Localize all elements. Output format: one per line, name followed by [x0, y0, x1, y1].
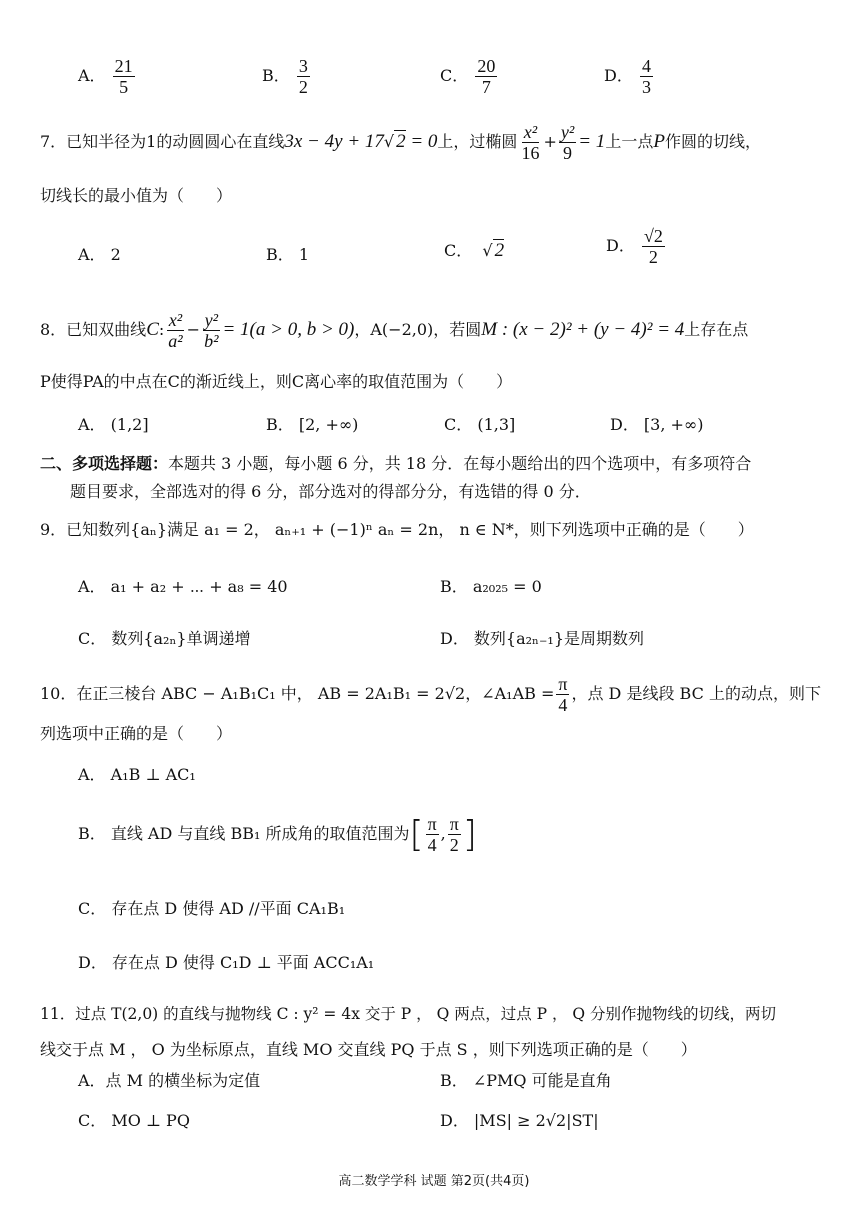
fraction: [166, 310, 184, 351]
curve-c: C: [146, 319, 159, 340]
fraction: [113, 56, 135, 97]
numerator: x²: [523, 122, 538, 142]
q11-stem-line1: 11．过点 T(2,0) 的直线与抛物线 C : y² = 4x 交于 P ， Q 两点，过点 P ， Q 分别作抛物线的切线，两切: [40, 1005, 777, 1023]
q9-option-c: C． 数列{a₂ₙ}单调递增: [78, 629, 251, 648]
numerator: 4: [641, 56, 651, 76]
q8-prefix: 8．已知双曲线: [40, 320, 147, 339]
q10-option-a: A． A₁B ⊥ AC₁: [78, 765, 196, 784]
q7-sqrt: 2: [396, 131, 406, 152]
denominator: 2: [298, 77, 308, 97]
q10-option-b-text: B． 直线 AD 与直线 BB₁ 所成角的取值范围为: [78, 824, 410, 843]
option-label: C．: [444, 241, 473, 260]
q7-ellipse-tail: = 1: [578, 131, 606, 152]
section2-line2: 题目要求，全部选对的得 6 分，部分选对的得部分分，有选错的得 0 分．: [70, 482, 591, 501]
q10-option-b: [78, 814, 477, 855]
plus-sign: +: [543, 132, 557, 151]
fraction: [640, 56, 653, 97]
q8-circle-equation: M : (x − 2)² + (y − 4)² = 4: [481, 319, 685, 340]
left-bracket: [: [409, 814, 424, 855]
q11-option-b: B． ∠PMQ 可能是直角: [440, 1071, 612, 1090]
numerator: x²: [168, 310, 183, 330]
q7-stem-line2: 切线长的最小值为（ ）: [40, 186, 233, 205]
numerator: π: [427, 814, 437, 834]
fraction: [559, 122, 576, 163]
q6-option-a: [78, 56, 137, 97]
q10-option-d: D． 存在点 D 使得 C₁D ⊥ 平面 ACC₁A₁: [78, 953, 375, 972]
q7-prefix: 7．已知半径为1的动圆圆心在直线: [40, 132, 285, 151]
section-title: 二、多项选择题：: [40, 454, 169, 473]
q11-option-c: C． MO ⊥ PQ: [78, 1111, 190, 1130]
numerator: 21: [114, 56, 133, 76]
comma: ,: [440, 824, 446, 843]
fraction: [519, 122, 541, 163]
q8-option-d: D． [3, +∞): [610, 415, 704, 434]
q9-option-a: A． a₁ + a₂ + ⋯ + a₈ = 40: [78, 577, 288, 596]
numerator: π: [449, 814, 459, 834]
denominator: b²: [204, 331, 219, 351]
denominator: 2: [648, 247, 658, 267]
q10-stem-line2: 列选项中正确的是（ ）: [40, 724, 233, 743]
numerator: y²: [560, 122, 575, 142]
right-bracket: ]: [462, 814, 477, 855]
q7-mid: 上，过椭圆: [437, 132, 518, 151]
section2-line1: [40, 454, 751, 474]
q6-option-d: [604, 56, 655, 97]
q7-line-equation: 3x − 4y + 17: [284, 131, 384, 152]
denominator: 3: [641, 77, 651, 97]
q7-stem: 7．已知半径为1的动圆圆心在直线3x − 4y + 17√ 2 = 0上，过椭圆 $\frac{\text{x²}}{16}$ + $\frac{\text{y²}}{9}$ = 1上一点P作圆的切线，: [40, 122, 761, 163]
q10-option-c: C． 存在点 D 使得 AD //平面 CA₁B₁: [78, 899, 346, 918]
fraction: [642, 226, 665, 267]
q7-option-d: [606, 226, 667, 267]
q6-option-b: [262, 56, 312, 97]
q11-option-d: D． |MS| ≥ 2√2|ST|: [440, 1111, 599, 1130]
page-footer: 高二数学学科 试题 第2页(共4页): [338, 1174, 530, 1189]
denominator: 4: [558, 695, 568, 715]
denominator: 7: [481, 77, 491, 97]
option-label: D．: [606, 236, 635, 255]
denominator: 16: [521, 143, 540, 163]
point-p: P: [653, 131, 665, 152]
q7-option-a: A． 2: [78, 245, 121, 264]
q11-option-a: A．点 M 的横坐标为定值: [78, 1071, 261, 1090]
option-label: C．: [440, 66, 469, 85]
q7-line-tail: = 0: [405, 131, 438, 152]
q8-point-a: ，A(−2,0)，若圆: [354, 320, 482, 339]
numerator: y²: [204, 310, 218, 330]
q8-option-a: A． (1,2]: [78, 415, 149, 434]
minus-sign: −: [186, 320, 201, 339]
denominator: 2: [449, 835, 459, 855]
option-label: B．: [262, 66, 290, 85]
fraction: [448, 814, 461, 855]
q8-stem: [40, 306, 748, 354]
q8-suffix: 上存在点: [684, 320, 749, 339]
q6-option-c: [440, 56, 499, 97]
fraction: [426, 814, 439, 855]
q7-end: 作圆的切线，: [664, 132, 761, 151]
q10-stem: [40, 672, 821, 716]
denominator: 5: [119, 77, 129, 97]
q9-option-b: B． a₂₀₂₅ = 0: [440, 577, 542, 596]
numerator: √2: [643, 226, 663, 246]
section-instructions: 本题共 3 小题，每小题 6 分，共 18 分．在每小题给出的四个选项中，有多项符合: [168, 454, 752, 473]
q8-hyperbola-tail: = 1(a > 0, b > 0): [222, 319, 355, 340]
denominator: 4: [427, 835, 437, 855]
q9-stem: 9．已知数列{aₙ}满足 a₁ = 2， aₙ₊₁ + (−1)ⁿ aₙ = 2n， n ∈ N*，则下列选项中正确的是（ ）: [40, 520, 754, 539]
q8-option-c: C． (1,3]: [444, 415, 516, 434]
numerator: π: [558, 674, 568, 694]
fraction: [556, 674, 569, 715]
q11-stem-line2: 线交于点 M ， O 为坐标原点，直线 MO 交直线 PQ 于点 S ，则下列选项正确的是（ ）: [40, 1040, 697, 1059]
option-label: D．: [604, 66, 633, 85]
q9-option-d: D． 数列{a₂ₙ₋₁}是周期数列: [440, 629, 645, 648]
q7-suffix: 上一点: [605, 132, 654, 151]
q10-stem-part1: 10．在正三棱台 ABC − A₁B₁C₁ 中， AB = 2A₁B₁ = 2√2，∠A₁AB =: [40, 684, 555, 703]
colon: :: [158, 320, 165, 339]
q7-option-c: C． √ 2: [444, 240, 505, 261]
numerator: 20: [477, 56, 496, 76]
fraction: [475, 56, 497, 97]
q10-stem-part2: ，点 D 是线段 BC 上的动点，则下: [571, 684, 821, 703]
q7-option-b: B． 1: [266, 245, 310, 264]
option-label: A．: [78, 66, 106, 85]
denominator: a²: [168, 331, 183, 351]
numerator: 3: [298, 56, 308, 76]
sqrt-value: 2: [494, 240, 505, 261]
q8-option-b: B． [2, +∞): [266, 415, 359, 434]
fraction: [202, 310, 220, 351]
q8-stem-line2: P使得PA的中点在C的渐近线上，则C离心率的取值范围为（ ）: [40, 372, 513, 391]
fraction: [297, 56, 310, 97]
denominator: 9: [563, 143, 573, 163]
